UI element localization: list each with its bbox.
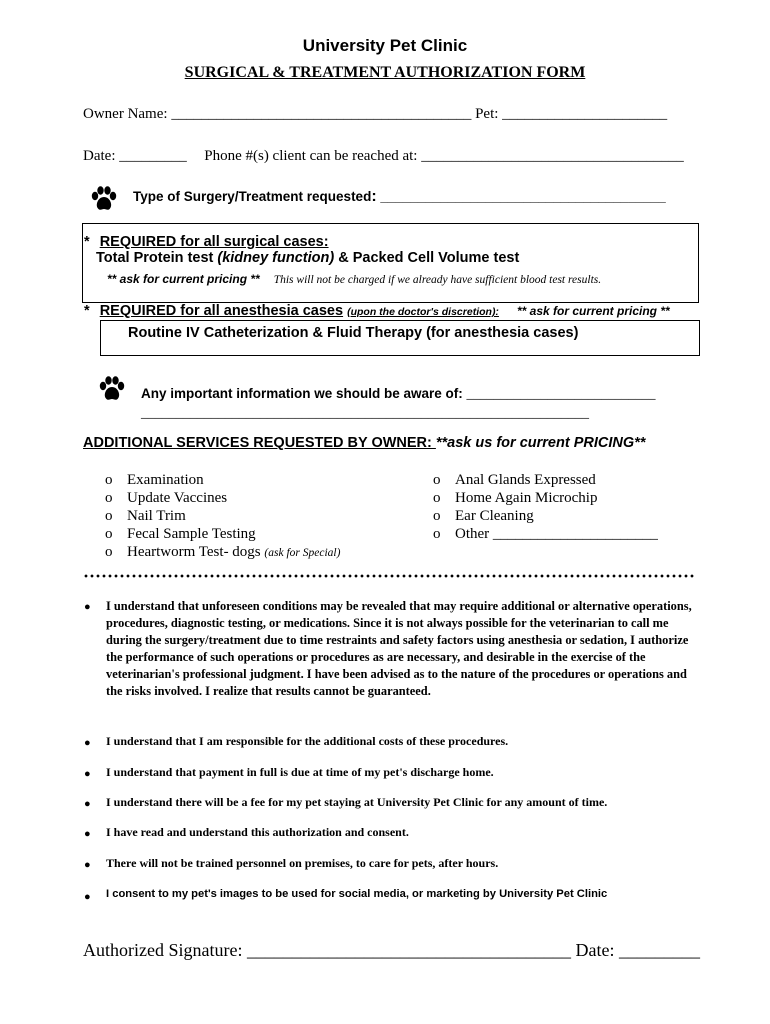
clinic-name: University Pet Clinic [302, 36, 468, 55]
checkbox-circle-icon[interactable]: o [105, 508, 113, 524]
bullet-icon: ● [84, 768, 91, 780]
checkbox-circle-icon[interactable]: o [433, 472, 441, 488]
required-star: * [84, 234, 90, 250]
statement-costs: I understand that I am responsible for the additional costs of these procedures. [106, 734, 509, 748]
heartworm-special-note: (ask for Special) [264, 547, 341, 559]
service-label: Nail Trim [127, 508, 186, 524]
surgical-required-label: REQUIRED for all surgical cases: [99, 234, 329, 250]
service-label: Update Vaccines [127, 490, 228, 506]
bullet-icon: ● [84, 737, 91, 749]
surgery-type-colon: : [371, 188, 377, 205]
phone-field[interactable]: ___________________________________ [421, 148, 684, 164]
service-label: Fecal Sample Testing [127, 526, 256, 542]
bullet-icon: ● [84, 859, 91, 871]
services-right-list [433, 471, 658, 543]
service-microchip[interactable] [433, 489, 658, 507]
service-ear-cleaning[interactable] [433, 507, 658, 525]
service-fecal-sample[interactable] [105, 525, 340, 543]
bullet-icon: ● [84, 891, 91, 903]
service-heartworm-test[interactable] [105, 543, 340, 562]
signature-date-label: Date: [570, 940, 619, 960]
protein-test-line [96, 250, 519, 266]
doctor-discretion-note: (upon the doctor's discretion): [347, 306, 499, 318]
important-info-field-1[interactable]: ____________________________ [466, 386, 656, 401]
bullet-icon: ● [84, 798, 91, 810]
service-label: Home Again Microchip [455, 490, 598, 506]
important-info-line [141, 386, 656, 402]
checkbox-circle-icon[interactable]: o [433, 490, 441, 506]
surgical-pricing-note: ** ask for current pricing ** [107, 272, 260, 286]
required-star-2: * [84, 303, 90, 319]
bullet-icon: ● [84, 828, 91, 840]
statement-read-consent: I have read and understand this authorization and consent. [106, 825, 409, 839]
important-info-field-2[interactable]: ________________________________________________________________ [141, 406, 589, 421]
anesthesia-required-label: REQUIRED for all anesthesia cases [99, 303, 344, 319]
service-label: Examination [127, 472, 204, 488]
blood-test-note: This will not be charged if we already have sufficient blood test results. [273, 274, 602, 286]
service-other[interactable] [433, 525, 658, 543]
statement-boarding-fee: I understand there will be a fee for my pet staying at University Pet Clinic for any amount of time. [106, 795, 608, 809]
checkbox-circle-icon[interactable]: o [433, 508, 441, 524]
surgery-type-line [133, 188, 666, 206]
statement-payment: I understand that payment in full is due at time of my pet's discharge home. [106, 765, 494, 779]
signature-line [83, 940, 700, 961]
service-label: Ear Cleaning [455, 508, 534, 524]
packed-cell-label: & Packed Cell Volume test [334, 250, 520, 266]
additional-pricing-note: **ask us for current PRICING** [435, 435, 646, 451]
checkbox-circle-icon[interactable]: o [433, 526, 441, 542]
anesthesia-required-heading [84, 303, 670, 319]
additional-services-label: ADDITIONAL SERVICES REQUESTED BY OWNER: [83, 435, 436, 451]
service-anal-glands[interactable] [433, 471, 658, 489]
service-label: Anal Glands Expressed [455, 472, 596, 488]
paw-print-icon [98, 376, 126, 402]
checkbox-circle-icon[interactable]: o [105, 544, 113, 560]
iv-catheterization-item: Routine IV Catheterization & Fluid Therapy (for anesthesia cases) [128, 325, 579, 341]
form-title: SURGICAL & TREATMENT AUTHORIZATION FORM [184, 64, 586, 81]
kidney-function-label: (kidney function) [217, 250, 335, 266]
statement-social-media-consent: I consent to my pet's images to be used for social media, or marketing by University Pet Clinic [106, 888, 608, 900]
protein-test-label: Total Protein test [96, 250, 218, 266]
checkbox-circle-icon[interactable]: o [105, 472, 113, 488]
checkbox-circle-icon[interactable]: o [105, 526, 113, 542]
service-label: Other [455, 526, 493, 542]
unforeseen-conditions-statement: I understand that unforeseen conditions may be revealed that may require additional or alternative operations, procedures, diagnostic testing, or medications. Since it is not always possible for the veterinarian to call me during the surgery/treatment due to time restraints and safety factors using anesthesia or sedation, I authorize the performance of such operations or procedures as are necessary, and desirable in the exercise of the veterinarian's professional judgment. I have been advised as to the nature of the procedures or operations and the risks involved. I realize that results cannot be guaranteed. [106, 599, 692, 698]
owner-name-field[interactable]: ________________________________________ [171, 106, 472, 122]
signature-field[interactable]: ____________________________________ [246, 940, 571, 960]
important-info-label: Any important information we should be aware of [141, 386, 459, 401]
anesthesia-pricing-note: ** ask for current pricing ** [516, 304, 670, 318]
surgery-type-field[interactable]: ______________________________________ [380, 189, 666, 204]
service-examination[interactable] [105, 471, 340, 489]
phone-label: Phone #(s) client can be reached at: [204, 148, 422, 164]
owner-pet-line [83, 106, 667, 123]
service-label: Heartworm Test- dogs [127, 544, 261, 560]
surgery-type-label: Type of Surgery/Treatment requested [133, 189, 372, 204]
pricing-note-line [107, 270, 601, 288]
pet-label: Pet: [475, 106, 503, 122]
statement-after-hours: There will not be trained personnel on premises, to care for pets, after hours. [106, 856, 499, 870]
surgical-required-heading [84, 234, 329, 250]
important-info-colon: : [458, 386, 463, 401]
date-label: Date: [83, 148, 120, 164]
bullet-icon: ● [84, 601, 91, 613]
services-left-list [105, 471, 340, 562]
owner-name-label: Owner Name: [83, 106, 172, 122]
date-phone-line [83, 148, 684, 165]
service-update-vaccines[interactable] [105, 489, 340, 507]
service-nail-trim[interactable] [105, 507, 340, 525]
pet-name-field[interactable]: ______________________ [502, 106, 668, 122]
paw-print-icon [90, 186, 118, 212]
additional-services-heading [83, 435, 645, 451]
checkbox-circle-icon[interactable]: o [105, 490, 113, 506]
dotted-divider [83, 574, 695, 578]
signature-date-field[interactable]: _________ [618, 940, 700, 960]
date-field[interactable]: _________ [119, 148, 187, 164]
signature-label: Authorized Signature: [83, 940, 247, 960]
other-service-field[interactable]: ______________________ [492, 526, 658, 542]
